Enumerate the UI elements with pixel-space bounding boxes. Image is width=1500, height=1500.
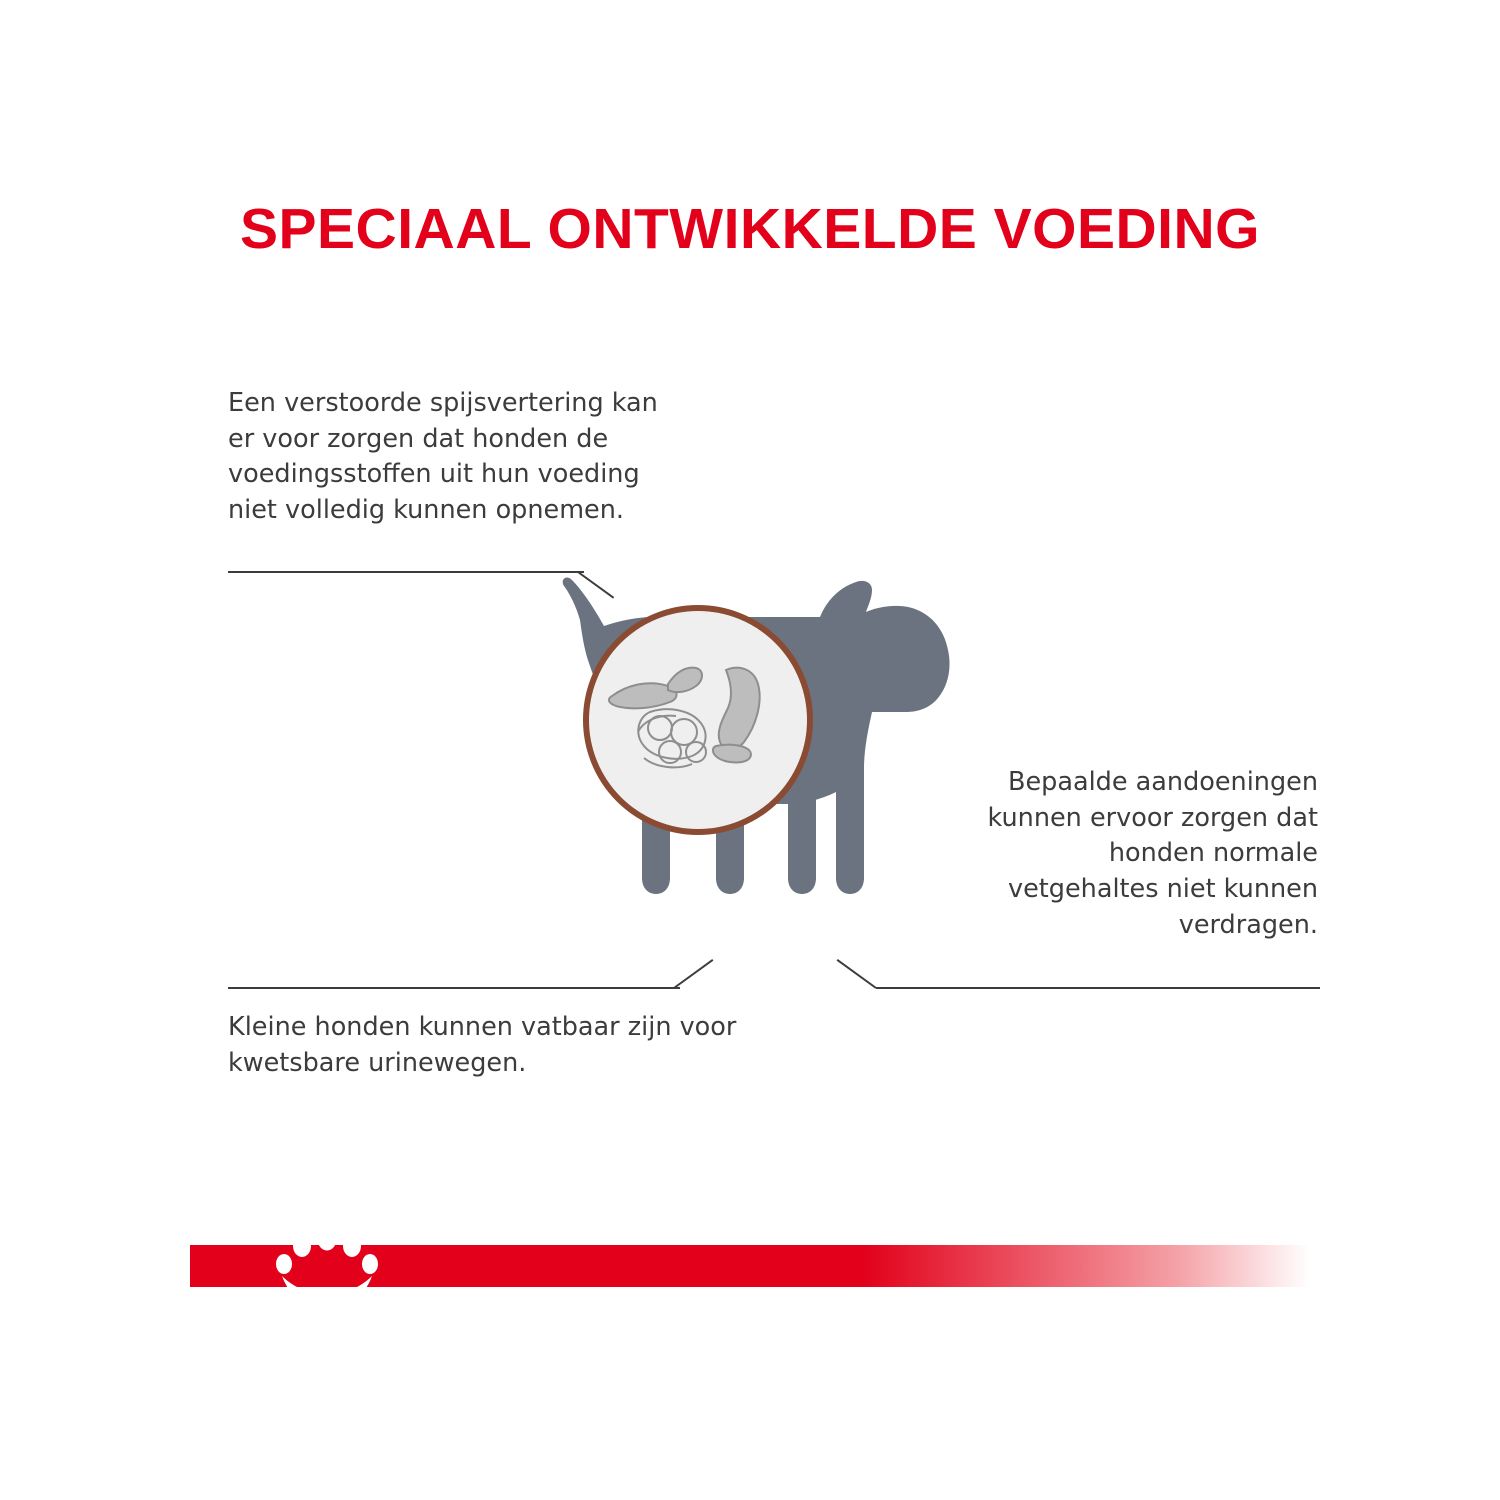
callout-digestion-text: Een verstoorde spijsvertering kan er voor zorgen dat honden de voedingsstoffen uit hun voeding niet volledig kunnen opnemen. [228,388,658,526]
callout-urinary-text: Kleine honden kunnen vatbaar zijn voor kwetsbare urinewegen. [228,1012,737,1078]
dog-illustration [520,560,1040,980]
royal-canin-crown-icon [268,1226,386,1306]
leader-line-urinary [228,987,680,989]
callout-fat-text: Bepaalde aandoeningen kunnen ervoor zorgen dat honden normale vetgehaltes niet kunnen verdragen. [987,767,1318,940]
leader-line-fat [876,987,1320,989]
page-title: SPECIAAL ONTWIKKELDE VOEDING [239,197,1261,261]
